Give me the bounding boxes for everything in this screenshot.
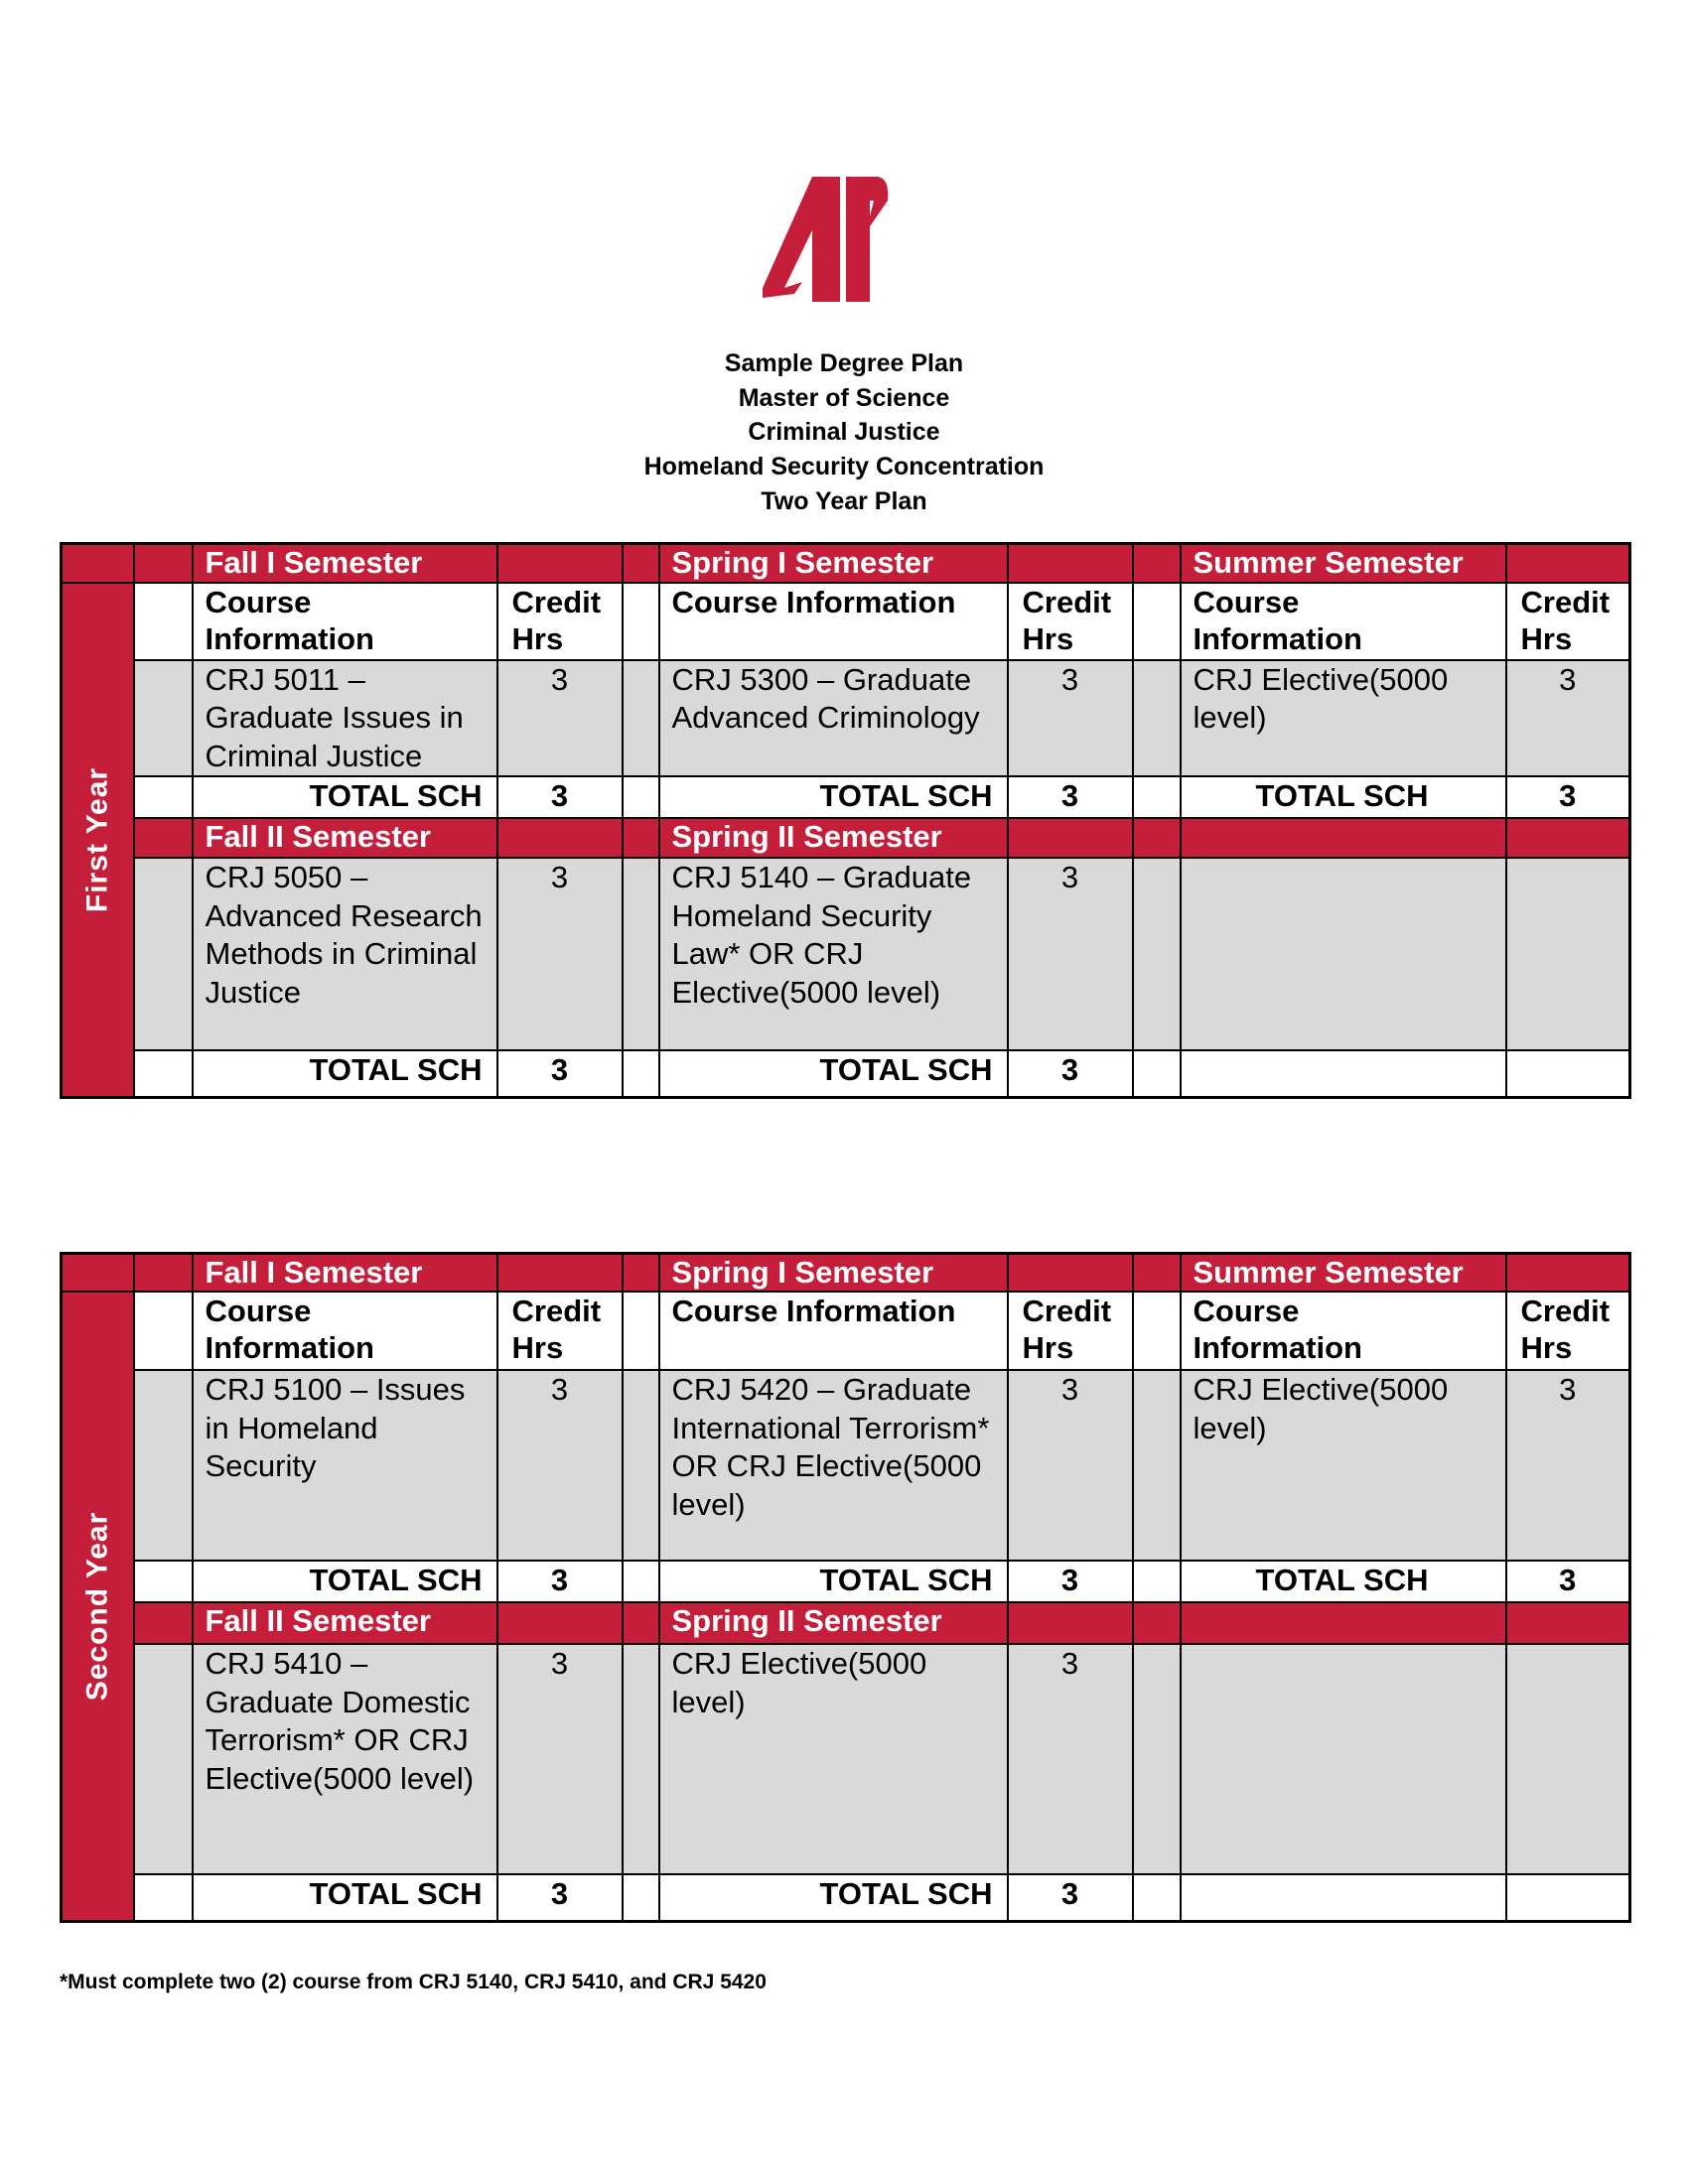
total-sch-value: 3 [1506, 1561, 1630, 1602]
total-sch-label: TOTAL SCH [193, 1050, 497, 1097]
total-sch-value: 3 [1506, 776, 1630, 818]
credit-cell: 3 [497, 858, 623, 1050]
credit-cell: 3 [1008, 660, 1133, 777]
semester-header-row [62, 818, 1630, 858]
semester-header-spring-ii: Spring II Semester [659, 1602, 1008, 1644]
semester-header-row [62, 1602, 1630, 1644]
credit-hrs-header: Credit Hrs [1506, 1292, 1630, 1370]
semester-header-summer: Summer Semester [1181, 544, 1506, 583]
semester-header-fall-ii: Fall II Semester [193, 1602, 497, 1644]
title-line-4: Homeland Security Concentration [643, 453, 1045, 481]
semester-header-spring-i: Spring I Semester [659, 1254, 1008, 1293]
total-sch-value: 3 [1008, 1874, 1133, 1921]
course-info-header: Course Information [659, 1292, 1008, 1370]
semester-header-spring-ii: Spring II Semester [659, 818, 1008, 858]
credit-hrs-header: Credit Hrs [1506, 583, 1630, 660]
course-cell: CRJ 5100 – Issues in Homeland Security [193, 1370, 497, 1561]
total-sch-label: TOTAL SCH [659, 1874, 1008, 1921]
course-cell: CRJ Elective(5000 level) [1181, 1370, 1506, 1561]
footnote: *Must complete two (2) course from CRJ 5140, CRJ 5410, and CRJ 5420 [60, 1971, 767, 1993]
title-line-5: Two Year Plan [761, 486, 927, 515]
credit-cell: 3 [1506, 1370, 1630, 1561]
course-cell: CRJ 5140 – Graduate Homeland Security Law* OR CRJ Elective(5000 level) [659, 858, 1008, 1050]
total-sch-label: TOTAL SCH [193, 1874, 497, 1921]
year-label: First Year [80, 766, 114, 912]
first-year-table [60, 542, 1631, 1099]
title-line-1: Sample Degree Plan [724, 349, 964, 377]
total-sch-value: 3 [497, 776, 623, 818]
course-info-header: Course Information [193, 1292, 497, 1370]
course-cell: CRJ Elective(5000 level) [659, 1644, 1008, 1874]
course-row [62, 660, 1630, 777]
total-sch-value: 3 [497, 1050, 623, 1097]
column-header-row [62, 583, 1630, 660]
document-title [0, 346, 1688, 519]
column-header-row [62, 1292, 1630, 1370]
course-cell: CRJ 5011 – Graduate Issues in Criminal Justice [193, 660, 497, 777]
course-cell: CRJ Elective(5000 level) [1181, 660, 1506, 777]
semester-header-row [62, 1254, 1630, 1293]
title-line-3: Criminal Justice [748, 418, 940, 447]
course-info-header: Course Information [659, 583, 1008, 660]
ap-logo-icon [755, 171, 894, 306]
semester-header-spring-i: Spring I Semester [659, 544, 1008, 583]
total-sch-value: 3 [1008, 776, 1133, 818]
title-line-2: Master of Science [738, 383, 950, 412]
total-sch-value: 3 [497, 1874, 623, 1921]
course-cell: CRJ 5300 – Graduate Advanced Criminology [659, 660, 1008, 777]
course-cell: CRJ 5050 – Advanced Research Methods in Criminal Justice [193, 858, 497, 1050]
total-sch-label: TOTAL SCH [1181, 776, 1506, 818]
course-row [62, 1370, 1630, 1561]
total-row [62, 1050, 1630, 1097]
total-sch-label: TOTAL SCH [659, 776, 1008, 818]
credit-cell: 3 [1506, 660, 1630, 777]
second-year-table [60, 1252, 1631, 1923]
credit-hrs-header: Credit Hrs [497, 1292, 623, 1370]
credit-cell: 3 [1008, 1370, 1133, 1561]
total-sch-label: TOTAL SCH [193, 1561, 497, 1602]
credit-hrs-header: Credit Hrs [497, 583, 623, 660]
semester-header-fall-ii: Fall II Semester [193, 818, 497, 858]
semester-header-fall-i: Fall I Semester [193, 544, 497, 583]
course-info-header: Course Information [193, 583, 497, 660]
semester-header-fall-i: Fall I Semester [193, 1254, 497, 1293]
year-label-cell [62, 583, 134, 1098]
course-cell: CRJ 5410 – Graduate Domestic Terrorism* OR CRJ Elective(5000 level) [193, 1644, 497, 1874]
course-cell: CRJ 5420 – Graduate International Terrorism* OR CRJ Elective(5000 level) [659, 1370, 1008, 1561]
course-info-header: Course Information [1181, 583, 1506, 660]
course-info-header: Course Information [1181, 1292, 1506, 1370]
total-sch-value: 3 [1008, 1561, 1133, 1602]
total-sch-label: TOTAL SCH [193, 776, 497, 818]
total-row [62, 1561, 1630, 1602]
total-row [62, 1874, 1630, 1921]
semester-header-summer: Summer Semester [1181, 1254, 1506, 1293]
total-sch-label: TOTAL SCH [659, 1050, 1008, 1097]
course-row [62, 858, 1630, 1050]
total-sch-label: TOTAL SCH [1181, 1561, 1506, 1602]
course-row [62, 1644, 1630, 1874]
credit-hrs-header: Credit Hrs [1008, 1292, 1133, 1370]
credit-cell: 3 [497, 1644, 623, 1874]
year-label-cell [62, 1292, 134, 1921]
total-row [62, 776, 1630, 818]
credit-cell: 3 [497, 1370, 623, 1561]
credit-hrs-header: Credit Hrs [1008, 583, 1133, 660]
credit-cell: 3 [1008, 1644, 1133, 1874]
credit-cell: 3 [1008, 858, 1133, 1050]
total-sch-label: TOTAL SCH [659, 1561, 1008, 1602]
credit-cell: 3 [497, 660, 623, 777]
total-sch-value: 3 [497, 1561, 623, 1602]
total-sch-value: 3 [1008, 1050, 1133, 1097]
year-label: Second Year [80, 1511, 114, 1702]
semester-header-row [62, 544, 1630, 583]
